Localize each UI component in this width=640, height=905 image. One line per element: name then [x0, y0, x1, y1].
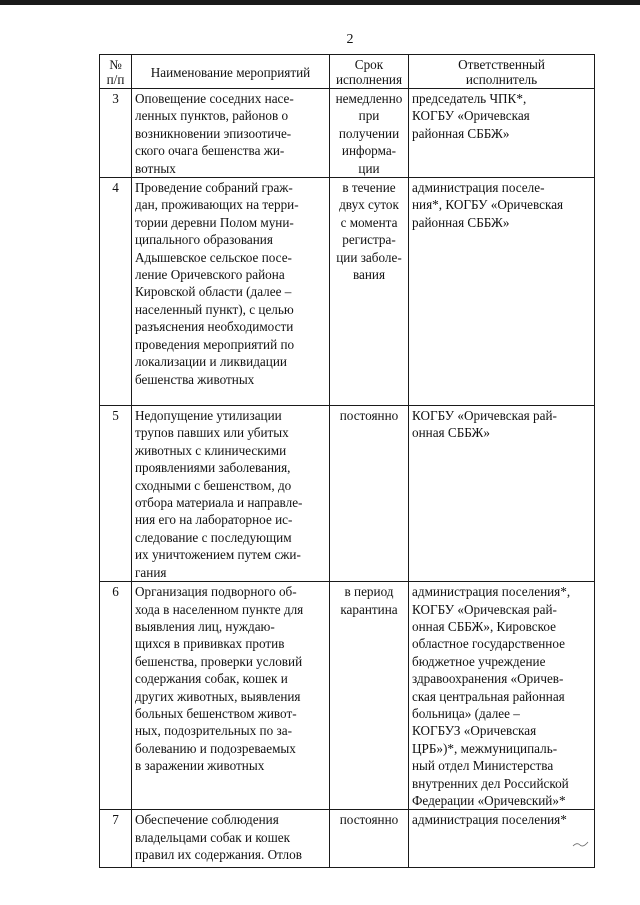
header-measure-name: Наименование мероприятий [132, 55, 330, 89]
header-deadline: Срок исполнения [330, 55, 409, 89]
responsible-party: председатель ЧПК*, КОГБУ «Оричевская районная СББЖ» [409, 89, 595, 178]
row-number: 7 [100, 810, 132, 868]
row-number: 3 [100, 89, 132, 178]
table-row [100, 582, 595, 810]
responsible-party: администрация поселе- ния*, КОГБУ «Оричевская районная СББЖ» [409, 178, 595, 406]
row-number: 4 [100, 178, 132, 406]
top-border-rule [0, 0, 640, 5]
measure-name: Обеспечение соблюдения владельцами собак и кошек правил их содержания. Отлов [132, 810, 330, 868]
table-header-row [100, 55, 595, 89]
responsible-party: администрация поселения*, КОГБУ «Оричевская рай- онная СББЖ», Кировское областное государственное бюджетное учреждение здравоохранения «Оричев- ская центральная районная больница» (далее – КОГБУЗ «Оричевская ЦРБ»)*, межмуниципаль- ный отдел Министерства внутренних дел Российской Федерации «Оричевский»* [409, 582, 595, 810]
deadline: немедленно при получении информа- ции [330, 89, 409, 178]
header-responsible: Ответственный исполнитель [409, 55, 595, 89]
measures-table [99, 54, 595, 868]
deadline: постоянно [330, 810, 409, 868]
table-row [100, 178, 595, 406]
scan-mark [572, 840, 590, 848]
page-number: 2 [346, 32, 354, 47]
measure-name: Оповещение соседних насе- ленных пунктов, районов о возникновении эпизоотиче- ского очага бешенства жи- вотных [132, 89, 330, 178]
table-row [100, 89, 595, 178]
deadline: в течение двух суток с момента регистра- ции заболе- вания [330, 178, 409, 406]
row-number: 5 [100, 406, 132, 582]
table-row [100, 810, 595, 868]
measure-name: Недопущение утилизации трупов павших или убитых животных с клиническими проявлениями заболевания, сходными с бешенством, до отбора материала и направле- ния его на лабораторное ис- следование с последующим их уничтожением путем сжи- гания [132, 406, 330, 582]
deadline: постоянно [330, 406, 409, 582]
row-number: 6 [100, 582, 132, 810]
measure-name: Проведение собраний граж- дан, проживающих на терри- тории деревни Полом муни- ципального образования Адышевское сельское посе- ление Оричевского района Кировской области (далее – населенный пункт), с целью разъяснения необходимости проведения мероприятий по локализации и ликвидации бешенства животных [132, 178, 330, 406]
header-number: № п/п [100, 55, 132, 89]
responsible-party: КОГБУ «Оричевская рай- онная СББЖ» [409, 406, 595, 582]
measure-name: Организация подворного об- хода в населенном пункте для выявления лиц, нуждаю- щихся в прививках против бешенства, проверки условий содержания собак, кошек и других животных, выявления больных бешенством живот- ных, подозрительных по за- болеванию и подозреваемых в заражении животных [132, 582, 330, 810]
deadline: в период карантина [330, 582, 409, 810]
responsible-party: администрация поселения* [409, 810, 595, 868]
table-row [100, 406, 595, 582]
